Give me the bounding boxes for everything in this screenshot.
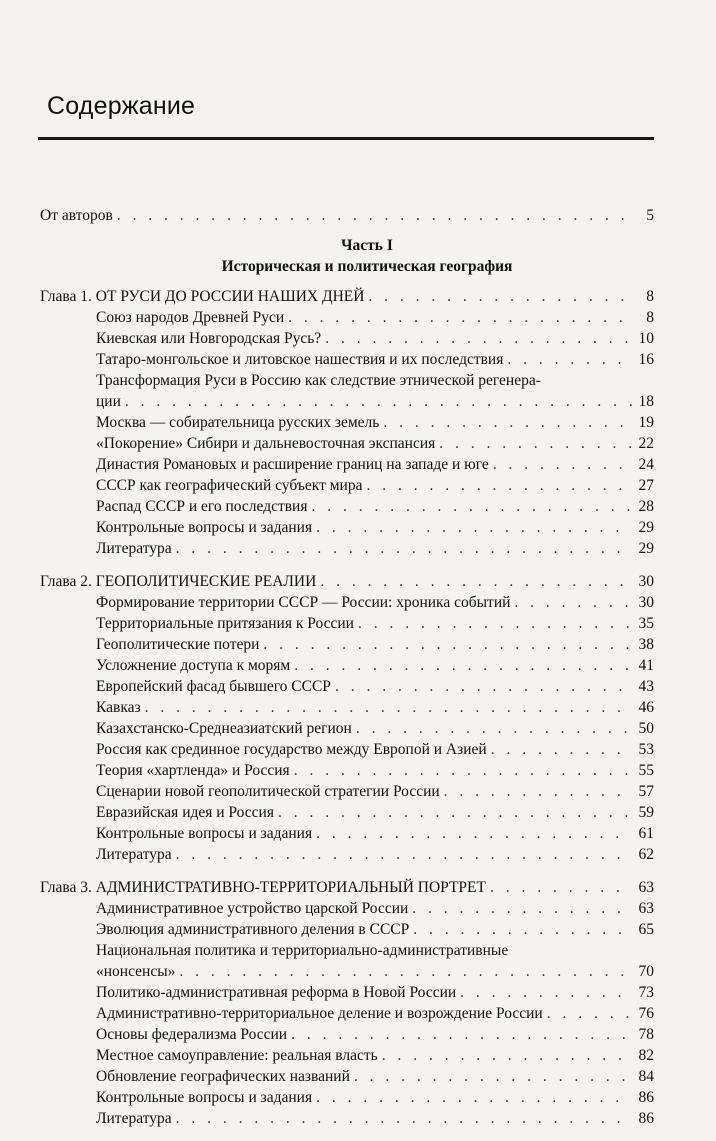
toc-entry [40,592,654,613]
toc-entry-page: 46 [638,699,654,716]
toc-entry-title: Формирование территории СССР — России: хроника событий [96,594,511,611]
toc-entry [40,349,654,370]
dot-leader [413,919,632,940]
toc-entry-title: Татаро-монгольское и литовское нашествия и их последствия [96,351,504,368]
toc-entry-page: 86 [638,1089,654,1106]
title-rule [38,137,654,140]
toc-entry-title: Сценарии новой геополитической стратегии России [96,783,440,800]
toc-entry-title: Глава 3. АДМИНИСТРАТИВНО-ТЕРРИТОРИАЛЬНЫЙ ПОРТРЕТ [40,879,486,896]
toc-entry-title: Контрольные вопросы и задания [96,825,313,842]
toc-entry [40,1066,654,1087]
toc-entry-page: 59 [638,804,654,821]
toc-entry [40,739,654,760]
dot-leader [356,718,632,739]
toc-entry [40,961,654,982]
dot-leader [179,961,632,982]
dot-leader [358,613,632,634]
toc-entry [40,538,654,559]
toc-entry-title: От авторов [40,207,113,224]
spacer [40,226,654,235]
dot-leader [493,454,632,475]
toc-entry [40,517,654,538]
toc-entry-page: 22 [638,435,654,452]
toc-entry-title: Распад СССР и его последствия [96,498,308,515]
toc-entry [40,919,654,940]
toc-entry-page: 63 [638,900,654,917]
toc-entry-title: Союз народов Древней Руси [96,309,285,326]
part-name: Историческая и политическая география [221,258,513,275]
toc-entry-title: Местное самоуправление: реальная власть [96,1047,378,1064]
dot-leader [491,739,632,760]
toc-entry [40,781,654,802]
toc-entry-title: «Покорение» Сибири и дальневосточная экспансия [96,435,436,452]
toc-entry-title: Контрольные вопросы и задания [96,519,313,536]
toc-entry-page: 82 [638,1047,654,1064]
dot-leader [368,286,632,307]
toc-entry-page: 73 [638,984,654,1001]
toc-entry-title: Литература [96,1110,172,1127]
toc-entry-intro [40,205,654,226]
toc-entry-page: 5 [646,207,654,224]
toc-entry-page: 63 [638,879,654,896]
dot-leader [444,781,632,802]
toc-entry-page: 29 [638,540,654,557]
toc-entry-page: 35 [638,615,654,632]
table-of-contents [40,205,654,1129]
toc-entry [40,496,654,517]
toc-entry-title: Административное устройство царской России [96,900,409,917]
toc-entry [40,844,654,865]
toc-entry-page: 70 [638,963,654,980]
dot-leader [490,877,632,898]
toc-entry-page: 29 [638,519,654,536]
toc-entry-title: Казахстанско-Среднеазиатский регион [96,720,352,737]
toc-entry-page: 27 [638,477,654,494]
dot-leader [176,1108,632,1129]
toc-entry-page: 76 [638,1005,654,1022]
toc-entry-title: Глава 1. ОТ РУСИ ДО РОССИИ НАШИХ ДНЕЙ [40,288,365,305]
dot-leader [311,496,632,517]
toc-entry [40,697,654,718]
toc-entry [40,307,654,328]
toc-entry-title: Основы федерализма России [96,1026,288,1043]
dot-leader [507,349,632,370]
toc-entry-title: СССР как географический субъект мира [96,477,363,494]
toc-entry-page: 8 [646,309,654,326]
spacer [40,865,654,877]
toc-entry-page: 84 [638,1068,654,1085]
toc-entry [40,823,654,844]
dot-leader [294,760,632,781]
toc-entry [40,328,654,349]
dot-leader [335,676,632,697]
toc-entry [40,454,654,475]
toc-entry [40,412,654,433]
chapter-heading [40,286,654,307]
toc-entry [40,898,654,919]
toc-entry [40,982,654,1003]
toc-entry [40,802,654,823]
toc-entry-title: Москва — собирательница русских земель [96,414,380,431]
dot-leader [514,592,632,613]
toc-entry [40,1024,654,1045]
toc-entry-title: Геополитические потери [96,636,260,653]
chapter-heading [40,571,654,592]
toc-entry-page: 10 [638,330,654,347]
toc-entry-title: Россия как срединное государство между Европой и Азией [96,741,487,758]
dot-leader [176,844,632,865]
dot-leader [125,391,632,412]
dot-leader [439,433,632,454]
dot-leader [316,823,632,844]
dot-leader [325,328,632,349]
toc-entry-page: 18 [638,393,654,410]
toc-entry-title: «нонсенсы» [96,963,176,980]
toc-entry-title: Киевская или Новгородская Русь? [96,330,322,347]
toc-entry [40,391,654,412]
toc-entry-page: 30 [638,594,654,611]
dot-leader [316,1087,632,1108]
dot-leader [294,655,632,676]
toc-entry-title: Административно-территориальное деление и возрождение России [96,1005,543,1022]
toc-entry-title: Европейский фасад бывшего СССР [96,678,331,695]
toc-entry-title-line1: Трансформация Руси в Россию как следствие этнической регенера- [96,372,541,389]
dot-leader [412,898,632,919]
toc-entry [40,655,654,676]
toc-entry [40,475,654,496]
chapter-heading [40,877,654,898]
toc-entry-title: Глава 2. ГЕОПОЛИТИЧЕСКИЕ РЕАЛИИ [40,573,317,590]
toc-entry [40,1003,654,1024]
toc-entry-page: 62 [638,846,654,863]
toc-entry-title: Обновление географических названий [96,1068,350,1085]
toc-entry-page: 61 [638,825,654,842]
dot-leader [288,307,632,328]
chapters-list [40,286,654,1129]
toc-entry-title: Кавказ [96,699,141,716]
part-number: Часть I [341,237,393,254]
spacer [40,559,654,571]
toc-entry-page: 16 [638,351,654,368]
toc-entry-title: Территориальные притязания к России [96,615,354,632]
dot-leader [320,571,632,592]
toc-entry [40,1087,654,1108]
toc-entry [40,1108,654,1129]
dot-leader [460,982,632,1003]
dot-leader [263,634,632,655]
dot-leader [117,205,632,226]
dot-leader [145,697,632,718]
toc-entry-page: 50 [638,720,654,737]
dot-leader [176,538,632,559]
spacer [40,277,654,286]
dot-leader [366,475,632,496]
dot-leader [278,802,632,823]
toc-entry-page: 53 [638,741,654,758]
toc-entry-page: 43 [638,678,654,695]
toc-entry-page: 30 [638,573,654,590]
toc-entry [40,1045,654,1066]
page-title: Содержание [47,92,196,120]
toc-entry-page: 55 [638,762,654,779]
toc-entry-page: 78 [638,1026,654,1043]
toc-entry-page: 65 [638,921,654,938]
dot-leader [354,1066,632,1087]
toc-entry-page: 24 [638,456,654,473]
toc-entry-title: Династия Романовых и расширение границ на западе и юге [96,456,489,473]
dot-leader [382,1045,632,1066]
toc-entry-title: ции [96,393,121,410]
toc-entry-page: 28 [638,498,654,515]
toc-entry-title-line1: Национальная политика и территориально-административные [96,942,509,959]
toc-entry-title: Литература [96,540,172,557]
toc-entry [40,676,654,697]
dot-leader [316,517,632,538]
toc-entry-title: Теория «хартленда» и Россия [96,762,290,779]
toc-entry-page: 57 [638,783,654,800]
toc-entry-page: 8 [646,288,654,305]
toc-entry [40,634,654,655]
toc-entry-title: Литература [96,846,172,863]
toc-entry [40,760,654,781]
toc-entry [40,718,654,739]
toc-entry-page: 86 [638,1110,654,1127]
toc-entry-title: Эволюция административного деления в СССР [96,921,410,938]
toc-entry-page: 19 [638,414,654,431]
toc-entry [40,433,654,454]
dot-leader [383,412,632,433]
toc-entry-page: 38 [638,636,654,653]
dot-leader [547,1003,632,1024]
toc-entry-title: Усложнение доступа к морям [96,657,291,674]
toc-entry [40,613,654,634]
toc-entry-title: Контрольные вопросы и задания [96,1089,313,1106]
toc-entry-title: Политико-административная реформа в Новой России [96,984,457,1001]
toc-entry-title: Евразийская идея и Россия [96,804,274,821]
dot-leader [291,1024,632,1045]
toc-entry-page: 41 [638,657,654,674]
